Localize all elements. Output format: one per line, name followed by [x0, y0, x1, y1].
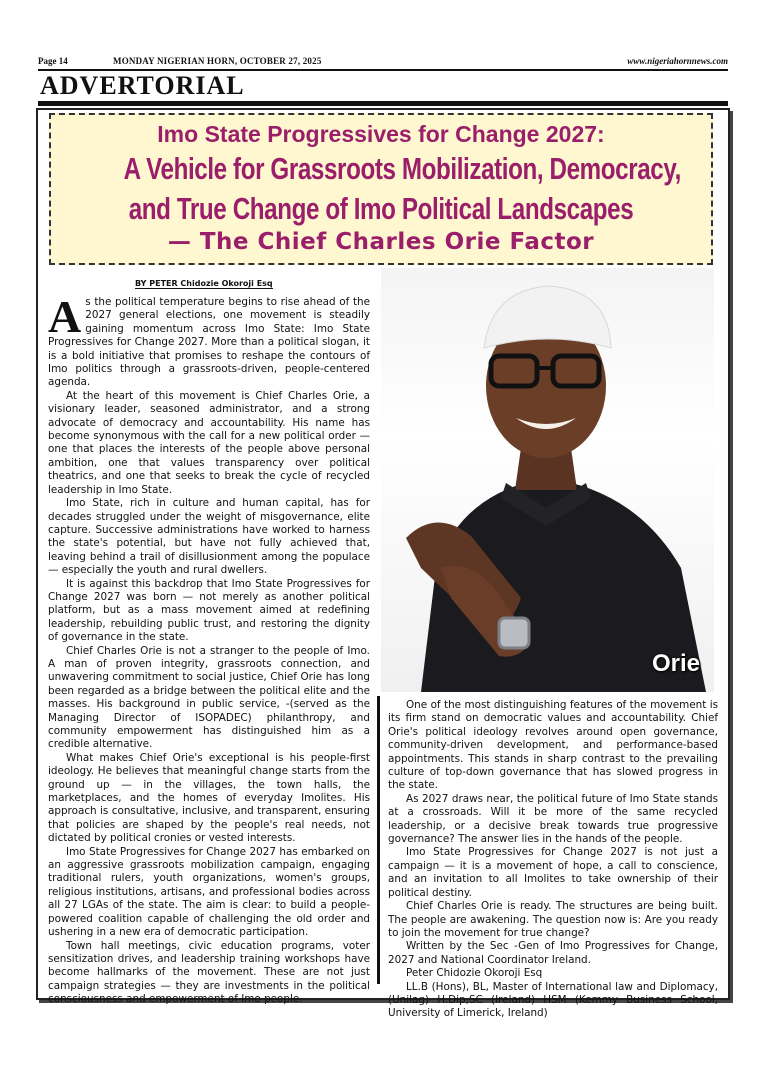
section-title: ADVERTORIAL [40, 71, 245, 100]
paragraph: Town hall meetings, civic education programs, voter sensitization drives, and leadership training workshops have become hallmarks of the movement. These are not just campaign strategies — they are investments in the political consciousness and empowerment of Imo people. [48, 939, 370, 1006]
website-link[interactable]: www.nigeriahornnews.com [627, 56, 728, 66]
paragraph: Imo State Progressives for Change 2027 has embarked on an aggressive grassroots mobilization campaign, engaging traditional rulers, youth organizations, women's groups, religious institutions, artisans, and professional bodies across all 27 LGAs of the state. The aim is clear: to build a people-powered coalition capable of challenging the old order and ushering in a new era of democratic participation. [48, 845, 370, 939]
paragraph-text: s the political temperature begins to rise ahead of the 2027 general elections, one movement is steadily gaining momentum across Imo State: Imo State Progressives for Change 2027. More than a political slogan, it is a bold initiative that promises to reshape the contours of Imo politics through a grassroots-driven, people-centered agenda. [48, 296, 370, 389]
paragraph: Written by the Sec -Gen of Imo Progressives for Change, 2027 and National Coordinator Ireland. [388, 940, 718, 966]
left-column [48, 291, 370, 1007]
drop-cap: A [48, 291, 82, 342]
portrait-photo [381, 268, 714, 692]
headline-line-1: Imo State Progressives for Change 2027: [157, 121, 605, 147]
paragraph: Chief Charles Orie is ready. The structures are being built. The people are awakening. The question now is: Are you ready to join the movement for true change? [388, 900, 718, 939]
paragraph: Imo State, rich in culture and human capital, has for decades struggled under the weight of misgovernance, elite capture. Successive administrations have worked to harness the state's potential, but have not fully achieved that, leaving behind a trail of disillusionment among the populace — especially the youth and rural dwellers. [48, 497, 370, 577]
headline-line-2: A Vehicle for Grassroots Mobilization, Democracy, [123, 151, 681, 186]
paragraph [48, 291, 370, 390]
author-credentials: LL.B (Hons), BL, Master of International law and Diplomacy,(Unilag) H.Dip,SC (Ireland) HSM (Kemmy Business School, University of Limerick, Ireland) [388, 980, 718, 1020]
headline-line-4: — The Chief Charles Orie Factor [167, 229, 595, 255]
section-rule [38, 101, 728, 106]
masthead [38, 56, 728, 68]
paragraph: It is against this backdrop that Imo State Progressives for Change 2027 was born — not merely as another political platform, but as a mass movement aimed at redefining leadership, rebuilding public trust, and restoring the dignity of governance in the state. [48, 577, 370, 644]
paragraph: At the heart of this movement is Chief Charles Orie, a visionary leader, seasoned administrator, and a strong advocate of democracy and accountability. His name has become synonymous with the call for a new political order — one that places the interests of the people above personal ambition, one that values transparency over political theatrics, and one that seeks to break the cycle of recycled leadership in Imo State. [48, 389, 370, 496]
column-divider [377, 696, 380, 984]
paragraph: As 2027 draws near, the political future of Imo State stands at a crossroads. Will it be more of the same recycled leadership, or a decisive break towards true progressive governance? The answer lies in the hands of the people. [388, 792, 718, 846]
headline-line-3: and True Change of Imo Political Landscapes [128, 191, 634, 226]
byline: BY PETER Chidozie Okoroji Esq [135, 279, 273, 288]
author-name: Peter Chidozie Okoroji Esq [406, 967, 543, 980]
paragraph: Chief Charles Orie is not a stranger to the people of Imo. A man of proven integrity, grassroots connection, and unwavering commitment to social justice, Chief Orie has long been regarded as a bridge between the political elite and the masses. His background in public service, -(served as the Managing Director of ISOPADEC) philanthropy, and community empowerment has distinguished him as a credible alternative. [48, 644, 370, 751]
portrait-illustration [381, 268, 714, 692]
paragraph: What makes Chief Orie's exceptional is his people-first ideology. He believes that meaningful change starts from the ground up — in the villages, the town halls, the marketplaces, and the homes of everyday Imolites. His approach is consultative, inclusive, and transparent, ensuring that policies are shaped by the people's real needs, not dictated by political cronies or vested interests. [48, 751, 370, 845]
paper-dateline: MONDAY NIGERIAN HORN, OCTOBER 27, 2025 [113, 56, 322, 66]
photo-caption: Orie [651, 650, 700, 677]
paragraph: One of the most distinguishing features of the movement is its firm stand on democratic values and accountability. Chief Orie's political ideology revolves around open governance, community-driven development, and performance-based appointments. This stands in sharp contrast to the prevailing culture of top-down governance that has slowed progress in the state. [388, 699, 718, 792]
paragraph: Imo State Progressives for Change 2027 is not just a campaign — it is a movement of hope, a call to conscience, and an invitation to all Imolites to take ownership of their political destiny. [388, 846, 718, 899]
headline-box [49, 113, 713, 265]
page-number: Page 14 [38, 56, 68, 66]
right-column [388, 699, 718, 1021]
